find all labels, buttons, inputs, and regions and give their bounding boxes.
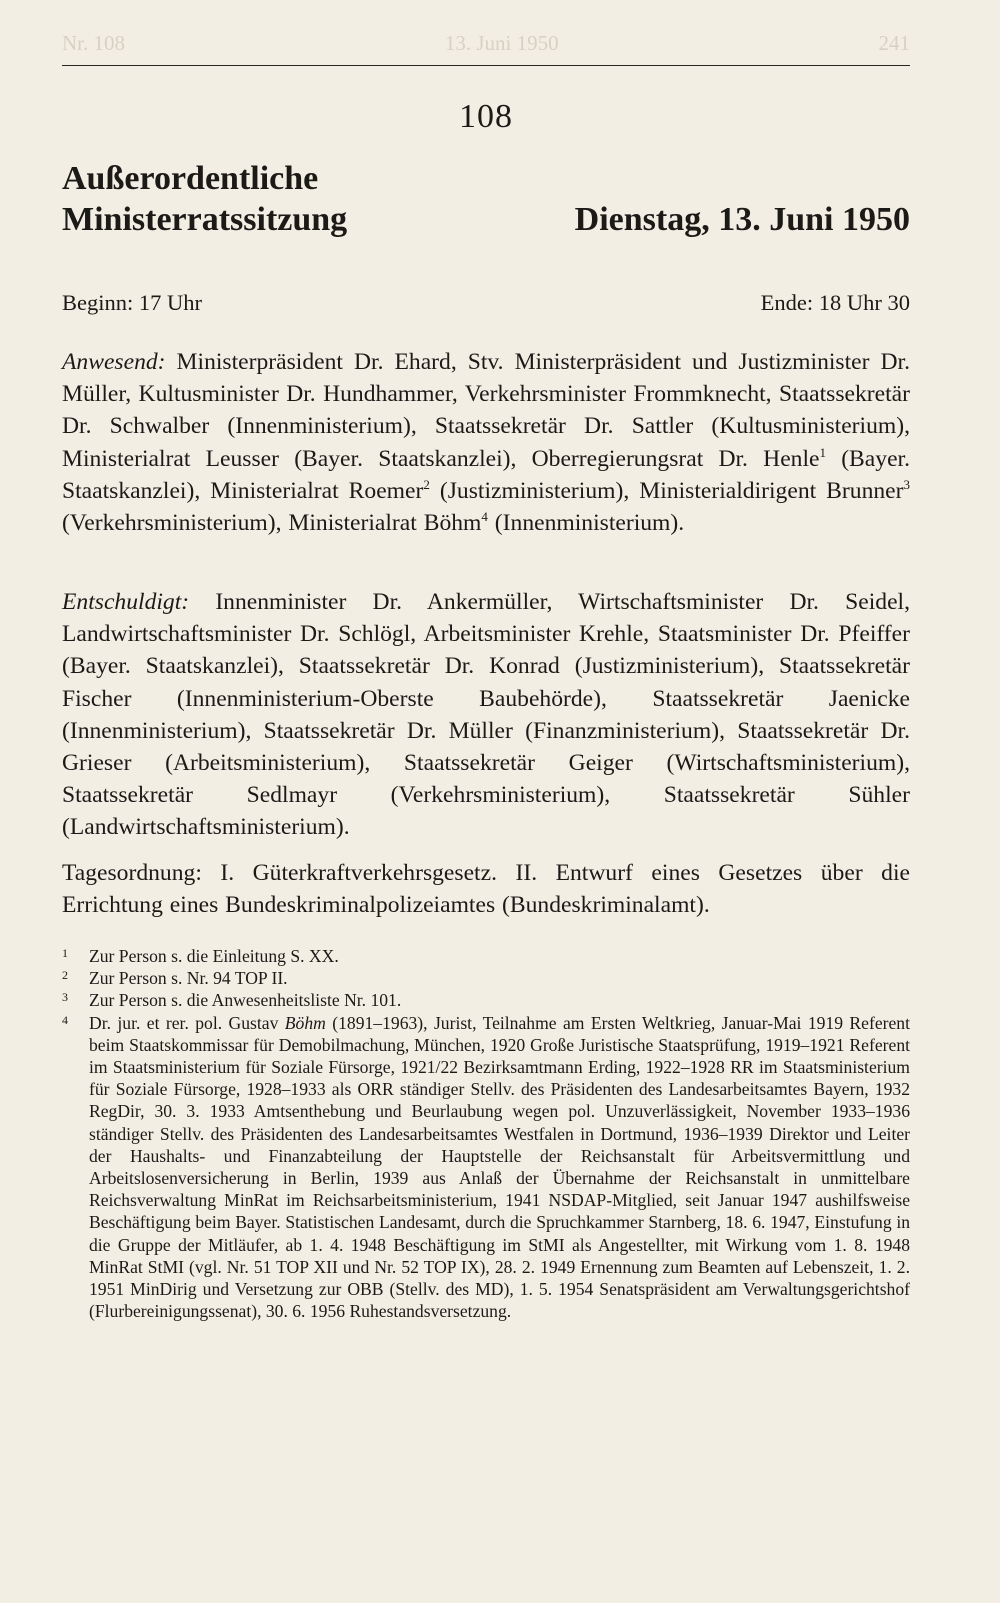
footnote-number: 4: [62, 1012, 68, 1027]
attendees-text-4: (Verkehrsministerium), Ministerialrat Böhm: [62, 510, 482, 537]
footnote-ref-4: 4: [481, 509, 488, 525]
show-through-header: [62, 30, 910, 56]
footnote-ref-1: 1: [819, 444, 826, 460]
footnote-4-post: (1891–1963), Jurist, Teilnahme am Ersten Weltkrieg, Januar-Mai 1919 Referent beim Staatskommissar für Demobilmachung, München, 1920 Große Juristische Staatsprüfung, 1919–1921 Referent im Staatsministerium für Soziale Fürsorge, 1921/22 Bezirksamtmann Erding, 1922–1928 RR im Staatsministerium für Soziale Fürsorge, 1928–1933 als ORR ständiger Stellv. des Präsidenten des Landesarbeitsamtes Bayern, 1932 RegDir, 30. 3. 1933 Amtsenthebung und Beurlaubung wegen pol. Unzuverlässigkeit, November 1933–1936 ständiger Stellv. des Präsidenten des Landesarbeitsamtes Westfalen in Dortmund, 1936–1939 Direktor und Leiter der Haushalts- und Finanzabteilung der Hauptstelle der Reichsanstalt für Arbeitsvermittlung und Arbeitslosenversicherung in Berlin, 1939 aus Anlaß der Übernahme der Reichsanstalt in unmittelbare Reichsverwaltung MinRat im Reichsarbeitsministerium, 1941 NSDAP-Mitglied, seit Januar 1947 aushilfsweise Beschäftigung beim Bayer. Statistischen Landesamt, durch die Spruchkammer Starnberg, 18. 6. 1947, Einstufung in die Gruppe der Mitläufer, ab 1. 4. 1948 Beschäftigung im StMI als Angestellter, mit Wirkung vom 1. 8. 1948 MinRat StMI (vgl. Nr. 51 TOP XII und Nr. 52 TOP IX), 28. 2. 1949 Ernennung zum Beamten auf Lebenszeit, 1. 2. 1951 MinDirig und Versetzung zur OBB (Stellv. des MD), 1. 5. 1954 Senatspräsident am Verwaltungsgerichtshof (Flurbereinigungssenat), 30. 6. 1956 Ruhestandsversetzung.: [89, 1012, 910, 1322]
excused-label: Entschuldigt:: [62, 589, 190, 615]
footnote-number: 2: [62, 968, 68, 983]
footnote: [62, 967, 910, 989]
time-row: [62, 290, 910, 316]
footnote-text: [89, 1012, 910, 1323]
footnote-number: 3: [62, 990, 68, 1005]
attendees-label: Anwesend:: [62, 349, 166, 375]
document-number: 108: [459, 98, 513, 135]
footnote-ref-2: 2: [423, 476, 430, 492]
ghost-header-center: 13. Juni 1950: [444, 30, 559, 55]
document-page: [62, 0, 910, 1603]
footnote-text: Zur Person s. die Einleitung S. XX.: [89, 946, 339, 966]
footnote-number: 1: [62, 946, 68, 960]
title-line-2: Ministerratssitzung: [62, 201, 348, 238]
attendees-text-3: (Justizministerium), Ministerialdirigent Brunner: [429, 477, 904, 504]
footnote-4-pre: Dr. jur. et rer. pol. Gustav: [89, 1012, 285, 1033]
excused-paragraph: [62, 586, 910, 844]
ghost-header-left: Nr. 108: [62, 30, 125, 55]
footnote-text: Zur Person s. die Anwesenheitsliste Nr. 101.: [89, 990, 402, 1011]
footnote: [62, 1012, 910, 1323]
footnote: [62, 945, 910, 967]
footnote-text: Zur Person s. Nr. 94 TOP II.: [89, 968, 288, 989]
header-rule: [62, 65, 910, 66]
attendees-text-1: Ministerpräsident Dr. Ehard, Stv. Ministerpräsident und Justizminister Dr. Müller, Kultusminister Dr. Hundhammer, Verkehrsminister Frommknecht, Staatssekretär Dr. Schwalber (Innenministerium), Staatssekretär Dr. Sattler (Kultusministerium), Ministerialrat Leusser (Bayer. Staatskanzlei), Oberregierungsrat Dr. Henle: [62, 349, 910, 472]
agenda-paragraph: Tagesordnung: I. Güterkraftverkehrsgesetz. II. Entwurf eines Gesetzes über die Errichtung eines Bundeskriminalpolizeiamtes (Bundeskriminalamt).: [62, 860, 910, 919]
footnote-ref-3: 3: [903, 476, 910, 492]
excused-text: Innenminister Dr. Ankermüller, Wirtschaftsminister Dr. Seidel, Landwirtschaftsminister Dr. Schlögl, Arbeitsminister Krehle, Staatsminister Dr. Pfeiffer (Bayer. Staatskanzlei), Staatssekretär Dr. Konrad (Justizministerium), Staatssekretär Fischer (Innenministerium-Oberste Baubehörde), Staatssekretär Jaenicke (Innenministerium), Staatssekretär Dr. Müller (Finanzministerium), Staatssekretär Dr. Grieser (Arbeitsministerium), Staatssekretär Geiger (Wirtschaftsministerium), Staatssekretär Sedlmayr (Verkehrsministerium), Staatssekretär Sühler (Landwirtschaftsministerium).: [62, 589, 910, 841]
title-line-1: Außerordentliche: [62, 160, 319, 197]
footnote-4-name: Böhm: [284, 1012, 326, 1033]
ghost-header-right: 241: [878, 30, 910, 55]
footnotes: [62, 945, 910, 1322]
attendees-paragraph: [62, 346, 910, 539]
session-date: Dienstag, 13. Juni 1950: [574, 201, 910, 238]
end-time: Ende: 18 Uhr 30: [760, 290, 910, 315]
begin-time: Beginn: 17 Uhr: [62, 290, 202, 315]
footnote: [62, 989, 910, 1011]
attendees-text-5: (Innenministerium).: [487, 510, 685, 537]
attendees-text-2: (Bayer. Staatskanzlei), Ministerialrat Roemer: [62, 445, 910, 504]
